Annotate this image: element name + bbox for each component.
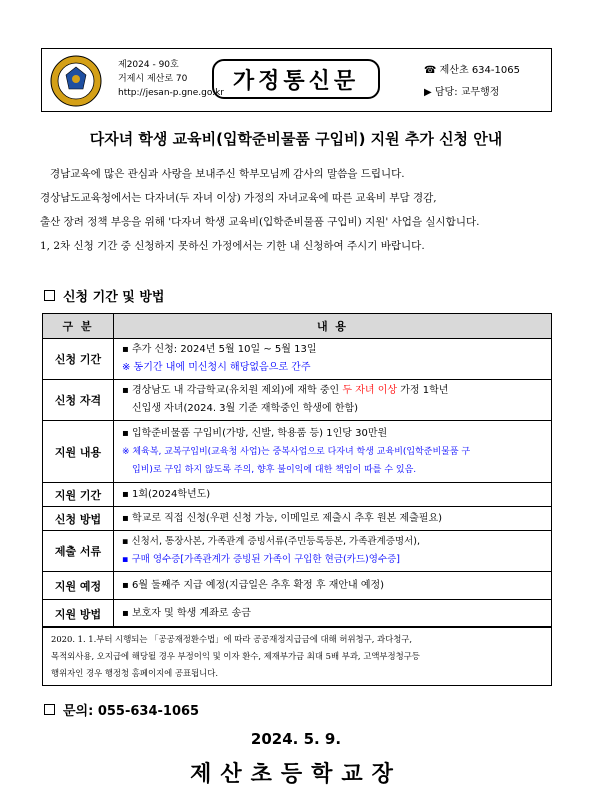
content-line: ▪ 입학준비물품 구입비(가방, 신발, 학용품 등) 1인당 30만원: [122, 427, 388, 439]
table-row: [43, 421, 552, 483]
table-row: [43, 507, 552, 531]
table-row: [43, 531, 552, 572]
legal-notice: [42, 626, 552, 686]
row-label: 신청 방법: [43, 507, 114, 531]
column-header: 내 용: [114, 314, 552, 339]
content-line: 입비)로 구입 하지 않도록 주의, 향후 불이익에 대한 책임이 따를 수 있음.: [132, 464, 417, 475]
row-content: [114, 531, 552, 572]
issue-number: 제2024 - 90호: [118, 60, 179, 70]
row-content: [114, 380, 552, 421]
content-text: ▪ 경상남도 내 각급학교(유치원 제외)에 재학 중인: [122, 385, 343, 396]
content-line: ※ 체육복, 교복구입비(교육청 사업)는 중복사업으로 다자녀 학생 교육비(입학준비물품 구: [122, 446, 471, 457]
intro-line: 경남교육에 많은 관심과 사랑을 보내주신 학부모님께 감사의 말씀을 드립니다.: [50, 168, 405, 180]
intro-line: 1, 2차 신청 기간 중 신청하지 못하신 가정에서는 기한 내 신청하여 주시기 바랍니다.: [40, 240, 425, 252]
document-title: 다자녀 학생 교육비(입학준비물품 구입비) 지원 추가 신청 안내: [89, 130, 503, 148]
content-line: ▪ 1회(2024학년도): [122, 488, 211, 500]
content-text: 가정 1학년: [397, 385, 449, 396]
newsletter-title: 가정통신문: [212, 59, 380, 99]
principal-signature: 제산초등학교장: [190, 762, 402, 787]
content-line: ▪ 학교로 직접 신청(우편 신청 가능, 이메일로 제출시 추후 원본 제출필요): [122, 512, 443, 524]
phone-icon: ☎: [424, 65, 437, 76]
row-label: 지원 내용: [43, 421, 114, 483]
content-line: ▪ 신청서, 통장사본, 가족관계 증빙서류(주민등록등본, 가족관계증명서),: [122, 536, 420, 547]
content-line: ▪ 추가 신청: 2024년 5월 10일 ~ 5월 13일: [122, 344, 317, 355]
table-row: [43, 600, 552, 628]
notice-line: 2020. 1. 1.부터 시행되는 「공공재정환수법」에 따라 공공재정지급금에 대해 허위청구, 과다청구,: [51, 634, 413, 644]
table-row: [43, 339, 552, 380]
row-content: [114, 507, 552, 531]
school-url[interactable]: http://jesan-p.gne.go.kr: [118, 88, 224, 98]
notice-line: 목적외사용, 오지급에 해당될 경우 부정이익 및 이자 환수, 제재부가금 최대 5배 부과, 고액부정청구등: [51, 651, 420, 661]
table-row: [43, 380, 552, 421]
phone-number: 제산초 634-1065: [439, 65, 520, 76]
row-label: 신청 자격: [43, 380, 114, 421]
content-line: ※ 동기간 내에 미신청시 해당없음으로 간주: [122, 362, 311, 373]
square-icon: [44, 704, 55, 715]
intro-line: 경상남도교육청에서는 다자녀(두 자녀 이상) 가정의 자녀교육에 따른 교육비 부담 경감,: [40, 192, 437, 204]
intro-paragraph: [40, 162, 560, 258]
row-content: [114, 339, 552, 380]
table-header: [43, 314, 552, 339]
section-title: 신청 기간 및 방법: [63, 290, 165, 305]
school-info: [118, 58, 224, 100]
content-line: ▪ 보호자 및 학생 계좌로 송금: [122, 607, 251, 619]
content-line: 신입생 자녀(2024. 3월 기준 재학중인 학생에 한함): [132, 403, 359, 414]
row-content: [114, 600, 552, 628]
content-line: [122, 382, 543, 400]
column-header: 구 분: [43, 314, 114, 339]
row-label: 지원 기간: [43, 483, 114, 507]
row-content: [114, 421, 552, 483]
arrow-icon: ▶: [424, 87, 432, 98]
row-content: [114, 572, 552, 600]
row-label: 제출 서류: [43, 531, 114, 572]
intro-line: 출산 장려 정책 부응을 위해 '다자녀 학생 교육비(입학준비물품 구입비) 지원' 사업을 실시합니다.: [40, 216, 480, 228]
notice-line: 행위자인 경우 행정청 홈페이지에 공표됩니다.: [51, 668, 219, 678]
table-row: [43, 483, 552, 507]
contact-info: [424, 60, 520, 104]
inquiry-section: [44, 700, 199, 719]
row-label: 지원 방법: [43, 600, 114, 628]
manager: 담당: 교무행정: [434, 87, 500, 98]
row-content: [114, 483, 552, 507]
table-row: [43, 572, 552, 600]
info-table: [42, 313, 552, 628]
section-heading: [44, 286, 164, 305]
school-emblem-logo: [50, 55, 102, 107]
content-line: ▪ 6월 둘째주 지급 예정(지급일은 추후 확정 후 재안내 예정): [122, 579, 385, 591]
row-label: 신청 기간: [43, 339, 114, 380]
content-line: ▪ 구매 영수증[가족관계가 증빙된 가족이 구입한 현금(카드)영수증]: [122, 554, 400, 565]
issue-date: 2024. 5. 9.: [250, 730, 342, 748]
square-icon: [44, 290, 55, 301]
highlight-text: 두 자녀 이상: [342, 385, 398, 396]
row-label: 지원 예정: [43, 572, 114, 600]
school-address: 거제시 제산로 70: [118, 74, 188, 84]
inquiry-phone: 문의: 055-634-1065: [63, 704, 200, 719]
